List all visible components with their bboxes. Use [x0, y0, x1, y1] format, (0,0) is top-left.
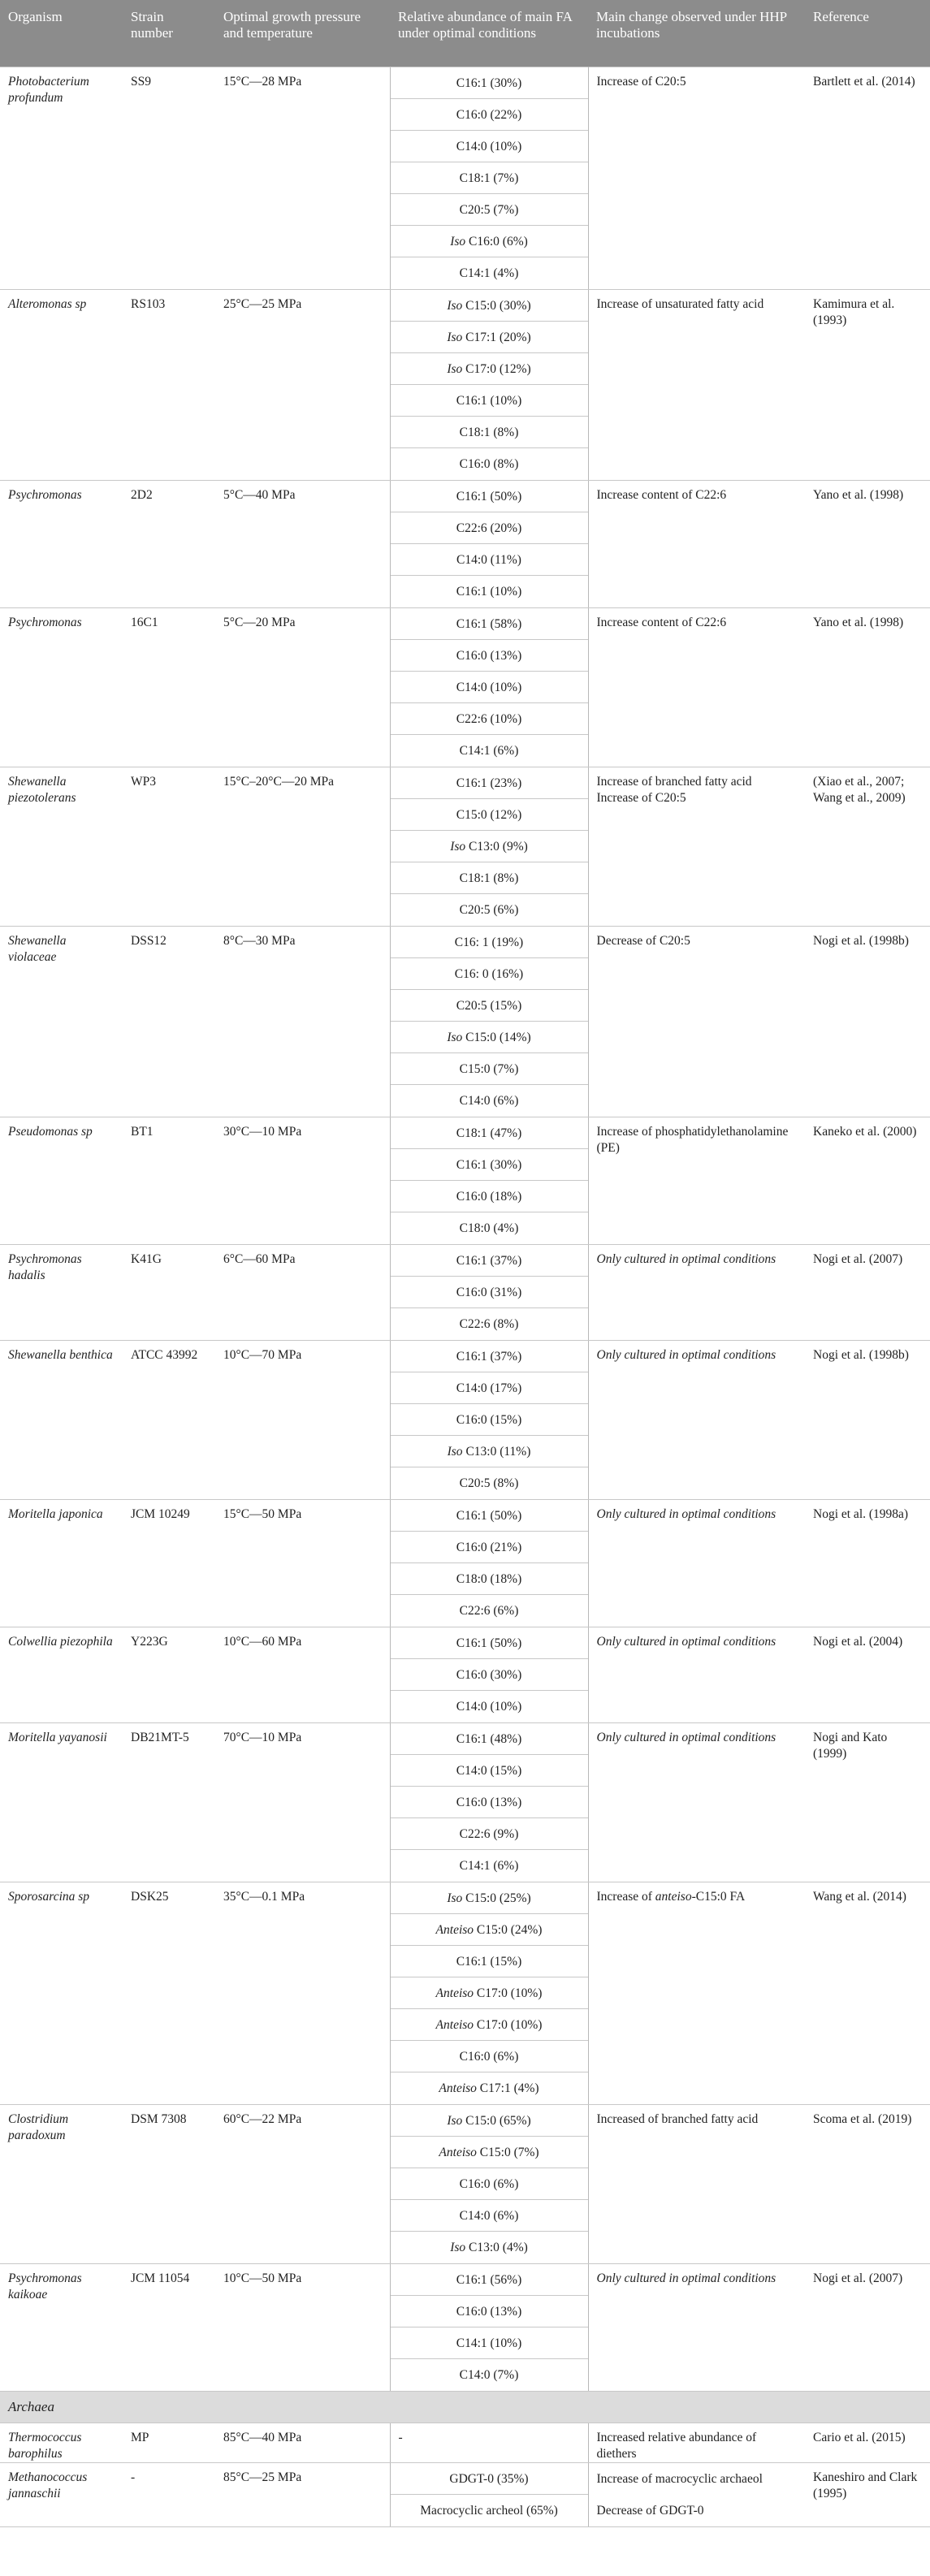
fa-prefix: Anteiso: [439, 2145, 477, 2159]
strain-cell: MP: [123, 2423, 215, 2462]
strain-cell: RS103: [123, 289, 215, 480]
fa-cell: [390, 1244, 588, 1340]
strain-cell: BT1: [123, 1117, 215, 1244]
reference-cell: Cario et al. (2015): [805, 2423, 930, 2462]
organism-cell: Moritella japonica: [0, 1499, 123, 1627]
fa-item: C22:6 (6%): [459, 1603, 519, 1618]
fa-prefix: anteiso: [655, 1889, 692, 1904]
fa-item: C18:1 (47%): [391, 1117, 588, 1149]
fa-item: C20:5 (15%): [391, 990, 588, 1022]
strain-cell: 2D2: [123, 480, 215, 607]
strain-cell: DB21MT-5: [123, 1722, 215, 1882]
organism-cell: Photobacterium profundum: [0, 67, 123, 289]
fa-cell: [390, 767, 588, 926]
reference-cell: Bartlett et al. (2014): [805, 67, 930, 289]
growth-cell: 15°C—50 MPa: [215, 1499, 390, 1627]
fa-item: C22:6 (20%): [391, 512, 588, 544]
strain-cell: DSM 7308: [123, 2104, 215, 2263]
fa-item: C16:0 (13%): [391, 2296, 588, 2327]
growth-cell: 25°C—25 MPa: [215, 289, 390, 480]
fa-item: C20:5 (6%): [459, 902, 519, 917]
fa-item: Anteiso C17:0 (10%): [391, 2009, 588, 2041]
organism-cell: Moritella yayanosii: [0, 1722, 123, 1882]
fa-item: C16:0 (13%): [391, 1787, 588, 1818]
fa-item: C16:1 (50%): [391, 1500, 588, 1532]
strain-cell: -: [123, 2462, 215, 2526]
fa-item: C16:0 (6%): [391, 2041, 588, 2072]
growth-cell: 70°C—10 MPa: [215, 1722, 390, 1882]
fa-item: Anteiso C15:0 (7%): [391, 2137, 588, 2168]
strain-cell: 16C1: [123, 607, 215, 767]
fa-item: C16:0 (6%): [391, 2168, 588, 2200]
fa-item: Iso C15:0 (14%): [391, 1022, 588, 1053]
change-cell: Only cultured in optimal conditions: [588, 1627, 805, 1722]
organism-cell: Thermococcus barophilus: [0, 2423, 123, 2462]
change-cell: Increase content of C22:6: [588, 607, 805, 767]
fa-item: C16:1 (15%): [391, 1946, 588, 1977]
fa-prefix: Anteiso: [435, 2017, 474, 2032]
fa-cell: [390, 1627, 588, 1722]
fa-cell: [390, 1117, 588, 1244]
reference-cell: Nogi et al. (1998b): [805, 926, 930, 1117]
fa-item: C16:1 (30%): [391, 1149, 588, 1181]
fa-item: C16:1 (37%): [391, 1341, 588, 1372]
growth-cell: 85°C—40 MPa: [215, 2423, 390, 2462]
growth-cell: 85°C—25 MPa: [215, 2462, 390, 2526]
fa-item: Iso C13:0 (9%): [391, 831, 588, 862]
reference-cell: Nogi et al. (1998b): [805, 1340, 930, 1499]
fa-item: C16:1 (37%): [391, 1245, 588, 1277]
fa-item: C14:1 (6%): [459, 1858, 519, 1873]
organism-cell: Psychromonas: [0, 480, 123, 607]
change-cell: Increase of branched fatty acid Increase of C20:5: [588, 767, 805, 926]
fa-item: C16:0 (18%): [391, 1181, 588, 1212]
growth-cell: 10°C—60 MPa: [215, 1627, 390, 1722]
fa-prefix: Iso: [447, 361, 463, 376]
growth-cell: 15°C—28 MPa: [215, 67, 390, 289]
change-cell: Decrease of C20:5: [588, 926, 805, 1117]
change-cell: Increase content of C22:6: [588, 480, 805, 607]
table-row: [0, 1244, 930, 1340]
fa-item: C16:0 (13%): [391, 640, 588, 672]
fa-cell: [390, 2462, 588, 2526]
change-cell: Only cultured in optimal conditions: [588, 1340, 805, 1499]
fa-cell: [390, 289, 588, 480]
fa-item: C14:1 (10%): [391, 2327, 588, 2359]
reference-cell: Nogi et al. (1998a): [805, 1499, 930, 1627]
section-row-archaea: [0, 2391, 930, 2423]
table-row: [0, 289, 930, 480]
fa-prefix: Iso: [450, 839, 466, 854]
organism-cell: Psychromonas: [0, 607, 123, 767]
fa-prefix: Iso: [447, 330, 463, 344]
reference-cell: Yano et al. (1998): [805, 607, 930, 767]
fa-prefix: Iso: [447, 298, 463, 313]
header-growth: Optimal growth pressure and temperature: [215, 0, 390, 67]
fa-item: C18:1 (7%): [391, 162, 588, 194]
fa-item: C14:0 (10%): [456, 1699, 522, 1714]
fa-cell: [390, 1499, 588, 1627]
change-cell: Only cultured in optimal conditions: [588, 1244, 805, 1340]
reference-cell: Scoma et al. (2019): [805, 2104, 930, 2263]
fa-prefix: Iso: [447, 1444, 463, 1459]
header-strain: Strain number: [123, 0, 215, 67]
table-row: [0, 2462, 930, 2526]
fa-item: GDGT-0 (35%): [391, 2463, 588, 2495]
table-row: [0, 1882, 930, 2104]
growth-cell: 30°C—10 MPa: [215, 1117, 390, 1244]
organism-cell: Psychromonas hadalis: [0, 1244, 123, 1340]
change-cell: Increase of anteiso-C15:0 FA: [588, 1882, 805, 2104]
reference-cell: Nogi et al. (2004): [805, 1627, 930, 1722]
fa-item: C18:0 (4%): [459, 1221, 519, 1235]
fa-item: C16:0 (22%): [391, 99, 588, 131]
fa-item: C22:6 (9%): [391, 1818, 588, 1850]
header-change: Main change observed under HHP incubations: [588, 0, 805, 67]
fa-item: C15:0 (7%): [391, 1053, 588, 1085]
fa-item: C14:1 (4%): [459, 266, 519, 280]
table-row: [0, 1499, 930, 1627]
fa-item: Iso C17:1 (20%): [391, 322, 588, 353]
growth-cell: 60°C—22 MPa: [215, 2104, 390, 2263]
organism-cell: Sporosarcina sp: [0, 1882, 123, 2104]
fa-item: C14:0 (11%): [391, 544, 588, 576]
fa-item: Iso C17:0 (12%): [391, 353, 588, 385]
reference-cell: (Xiao et al., 2007; Wang et al., 2009): [805, 767, 930, 926]
fa-prefix: Iso: [447, 1030, 463, 1044]
organism-cell: Psychromonas kaikoae: [0, 2263, 123, 2391]
fa-item: C22:6 (10%): [391, 703, 588, 735]
reference-cell: Nogi and Kato (1999): [805, 1722, 930, 1882]
table-row: [0, 67, 930, 289]
fa-prefix: Iso: [447, 1891, 463, 1905]
strain-cell: K41G: [123, 1244, 215, 1340]
fa-item: C16:1 (30%): [391, 67, 588, 99]
fa-item: Anteiso C17:1 (4%): [439, 2081, 539, 2095]
growth-cell: 15°C–20°C—20 MPa: [215, 767, 390, 926]
fa-cell: [390, 480, 588, 607]
fa-item: C16:1 (50%): [391, 481, 588, 512]
fa-cell: [390, 1882, 588, 2104]
fa-item: C16:1 (50%): [391, 1627, 588, 1659]
reference-cell: Nogi et al. (2007): [805, 2263, 930, 2391]
fa-cell: [390, 1722, 588, 1882]
table-row: [0, 480, 930, 607]
fa-prefix: Iso: [450, 2240, 466, 2254]
fa-cell: [390, 926, 588, 1117]
change-cell: Only cultured in optimal conditions: [588, 1499, 805, 1627]
change-item: Decrease of GDGT-0: [596, 2503, 704, 2518]
fa-prefix: Iso: [450, 234, 466, 249]
fa-item: Iso C13:0 (4%): [450, 2240, 528, 2254]
change-cell: Increased relative abundance of diethers: [588, 2423, 805, 2462]
header-row: [0, 0, 930, 67]
fa-item: C16:1 (56%): [391, 2264, 588, 2296]
fa-item: C15:0 (12%): [391, 799, 588, 831]
fa-prefix: Anteiso: [435, 1986, 474, 2000]
section-label-archaea: Archaea: [0, 2391, 930, 2423]
fa-item: Iso C13:0 (11%): [391, 1436, 588, 1467]
fa-item: C14:0 (6%): [391, 2200, 588, 2232]
table-row: [0, 1117, 930, 1244]
table-row: [0, 1722, 930, 1882]
organism-cell: Clostridium paradoxum: [0, 2104, 123, 2263]
change-cell: Only cultured in optimal conditions: [588, 1722, 805, 1882]
fa-item: C18:0 (18%): [391, 1563, 588, 1595]
reference-cell: Nogi et al. (2007): [805, 1244, 930, 1340]
table-body: [0, 67, 930, 2526]
fa-item: C16: 1 (19%): [391, 927, 588, 958]
fa-cell: [390, 607, 588, 767]
fa-cell: -: [390, 2423, 588, 2462]
organism-cell: Shewanella violaceae: [0, 926, 123, 1117]
table-row: [0, 926, 930, 1117]
fa-item: Anteiso C17:0 (10%): [391, 1977, 588, 2009]
fa-item: Iso C15:0 (30%): [391, 290, 588, 322]
fa-item: C14:0 (10%): [391, 672, 588, 703]
fa-cell: [390, 2104, 588, 2263]
fa-cell: [390, 2263, 588, 2391]
change-cell: Increase of unsaturated fatty acid: [588, 289, 805, 480]
growth-cell: 5°C—20 MPa: [215, 607, 390, 767]
strain-cell: WP3: [123, 767, 215, 926]
fa-item: C14:1 (6%): [459, 743, 519, 758]
table-row: [0, 2263, 930, 2391]
organism-cell: Shewanella piezotolerans: [0, 767, 123, 926]
table-row: [0, 1627, 930, 1722]
organism-cell: Colwellia piezophila: [0, 1627, 123, 1722]
fa-item: C16:0 (30%): [391, 1659, 588, 1691]
reference-cell: Kaneshiro and Clark (1995): [805, 2462, 930, 2526]
table-row: [0, 2423, 930, 2462]
fa-cell: [390, 1340, 588, 1499]
change-item: Increase of macrocyclic archaeol: [596, 2471, 763, 2486]
change-cell: Increase of C20:5: [588, 67, 805, 289]
strain-cell: DSK25: [123, 1882, 215, 2104]
reference-cell: Kamimura et al. (1993): [805, 289, 930, 480]
table-row: [0, 767, 930, 926]
change-cell: Only cultured in optimal conditions: [588, 2263, 805, 2391]
fa-item: Iso C16:0 (6%): [391, 226, 588, 257]
organism-cell: Methanococcus jannaschii: [0, 2462, 123, 2526]
growth-cell: 5°C—40 MPa: [215, 480, 390, 607]
organism-cell: Pseudomonas sp: [0, 1117, 123, 1244]
header-reference: Reference: [805, 0, 930, 67]
fa-item: C18:1 (8%): [391, 417, 588, 448]
reference-cell: Yano et al. (1998): [805, 480, 930, 607]
fa-item: Macrocyclic archeol (65%): [420, 2503, 558, 2518]
fa-item: C16:0 (15%): [391, 1404, 588, 1436]
fa-item: C16:1 (23%): [391, 767, 588, 799]
fa-item: C16:0 (21%): [391, 1532, 588, 1563]
strain-cell: SS9: [123, 67, 215, 289]
strain-cell: JCM 10249: [123, 1499, 215, 1627]
change-cell: Increased of branched fatty acid: [588, 2104, 805, 2263]
fa-item: C14:0 (7%): [459, 2367, 519, 2382]
table-row: [0, 607, 930, 767]
fa-item: C14:0 (10%): [391, 131, 588, 162]
fa-item: C16:0 (31%): [391, 1277, 588, 1308]
change-cell: [588, 2462, 805, 2526]
fa-item: C16:1 (10%): [391, 385, 588, 417]
reference-cell: Wang et al. (2014): [805, 1882, 930, 2104]
fa-item: C16:0 (8%): [459, 456, 519, 471]
strain-cell: DSS12: [123, 926, 215, 1117]
fa-item: Anteiso C15:0 (24%): [391, 1914, 588, 1946]
fa-item: C14:0 (15%): [391, 1755, 588, 1787]
fa-item: C22:6 (8%): [459, 1316, 519, 1331]
fa-item: Iso C15:0 (25%): [391, 1882, 588, 1914]
fa-item: C14:0 (17%): [391, 1372, 588, 1404]
fa-item: C16:1 (10%): [456, 584, 522, 599]
change-cell: Increase of phosphatidylethanolamine (PE): [588, 1117, 805, 1244]
fa-item: C20:5 (7%): [391, 194, 588, 226]
fa-item: C16:1 (48%): [391, 1723, 588, 1755]
growth-cell: 35°C—0.1 MPa: [215, 1882, 390, 2104]
header-fa: Relative abundance of main FA under optimal conditions: [390, 0, 588, 67]
growth-cell: 8°C—30 MPa: [215, 926, 390, 1117]
organism-cell: Shewanella benthica: [0, 1340, 123, 1499]
strain-cell: ATCC 43992: [123, 1340, 215, 1499]
table-row: [0, 2104, 930, 2263]
strain-cell: JCM 11054: [123, 2263, 215, 2391]
reference-cell: Kaneko et al. (2000): [805, 1117, 930, 1244]
fa-prefix: Anteiso: [439, 2081, 477, 2095]
strain-cell: Y223G: [123, 1627, 215, 1722]
fa-item: Iso C15:0 (65%): [391, 2105, 588, 2137]
fa-cell: [390, 67, 588, 289]
growth-cell: 10°C—50 MPa: [215, 2263, 390, 2391]
fa-item: C14:0 (6%): [459, 1093, 519, 1108]
header-organism: Organism: [0, 0, 123, 67]
growth-cell: 6°C—60 MPa: [215, 1244, 390, 1340]
growth-cell: 10°C—70 MPa: [215, 1340, 390, 1499]
fa-item: C20:5 (8%): [459, 1476, 519, 1490]
table-row: [0, 1340, 930, 1499]
fa-prefix: Anteiso: [435, 1922, 474, 1937]
organism-cell: Alteromonas sp: [0, 289, 123, 480]
fa-item: C16:1 (58%): [391, 608, 588, 640]
fa-prefix: Iso: [447, 2113, 463, 2128]
fa-item: C18:1 (8%): [391, 862, 588, 894]
fa-item: C16: 0 (16%): [391, 958, 588, 990]
